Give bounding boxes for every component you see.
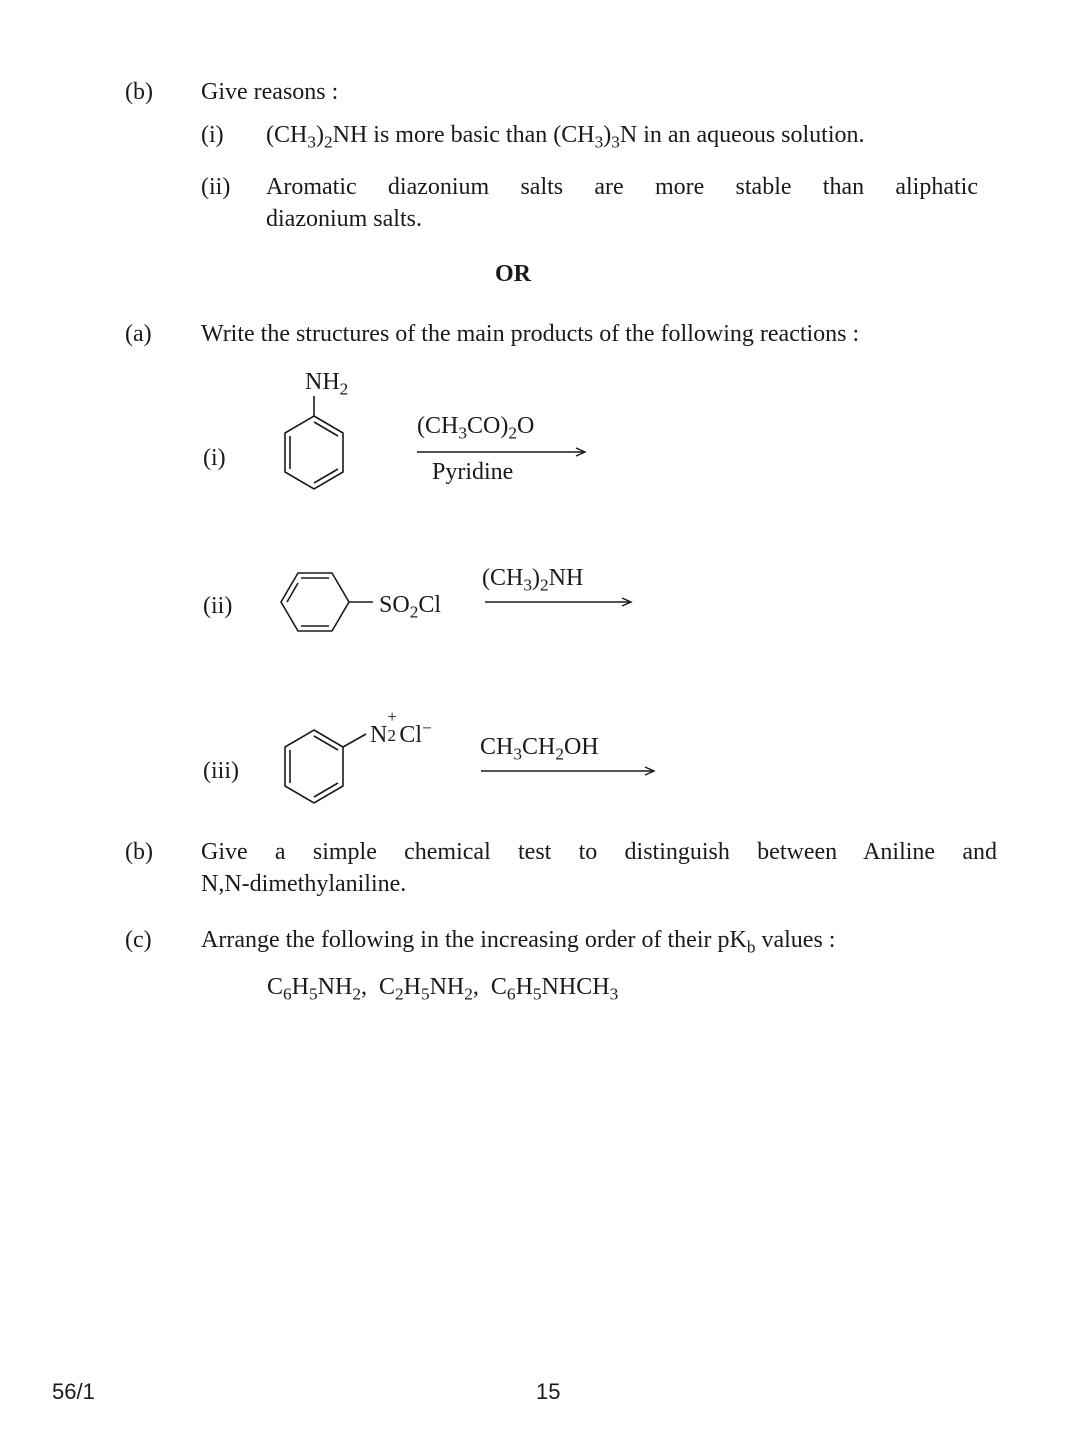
question-b2-line1: Give a simple chemical test to distinguish between Aniline and <box>201 839 997 865</box>
reaction-i-condition: Pyridine <box>432 459 514 485</box>
reason-ii-label: (ii) <box>201 174 231 200</box>
question-b2-label: (b) <box>125 839 153 865</box>
question-a-label: (a) <box>125 321 152 347</box>
compound-list: $C_6H_5NH_2$, $C_2H_5NH_2$, $C_6H_5NHCH_3$ <box>267 974 619 1004</box>
question-b-label: (b) <box>125 79 153 105</box>
or-heading: OR <box>495 261 531 287</box>
reaction-ii-substituent: $SO_2Cl$ <box>379 592 442 622</box>
reaction-i-label: (i) <box>203 445 226 471</box>
reason-ii-line1: Aromatic diazonium salts are more stable than aliphatic <box>266 174 978 200</box>
question-b2-line2: N,N-dimethylaniline. <box>201 871 407 897</box>
question-c-label: (c) <box>125 927 152 953</box>
reason-i-text: $(CH_3)_2NH$ is more basic than $(CH_3)_3N$ in an aqueous solution. <box>266 122 865 152</box>
reaction-iii-label: (iii) <box>203 758 239 784</box>
question-a-text: Write the structures of the main products of the following reactions : <box>201 321 860 347</box>
question-b-text: Give reasons : <box>201 79 339 105</box>
reaction-ii-reagent: $(CH_3)_2NH$ <box>482 565 584 595</box>
reaction-iii-reagent: $CH_3CH_2OH$ <box>480 734 599 764</box>
question-c-text: Arrange the following in the increasing order of their $pK_b$ values : <box>201 927 836 957</box>
reason-ii-line2: diazonium salts. <box>266 206 422 232</box>
reaction-iii-substituent: N + 2 Cl− <box>370 707 432 748</box>
paper-code: 56/1 <box>52 1379 95 1404</box>
reaction-ii-label: (ii) <box>203 593 233 619</box>
reason-i-label: (i) <box>201 122 224 148</box>
reaction-i-substituent: $NH_2$ <box>305 369 349 399</box>
reaction-i-reagent: $(CH_3CO)_2O$ <box>417 413 535 443</box>
page-number: 15 <box>536 1379 561 1404</box>
